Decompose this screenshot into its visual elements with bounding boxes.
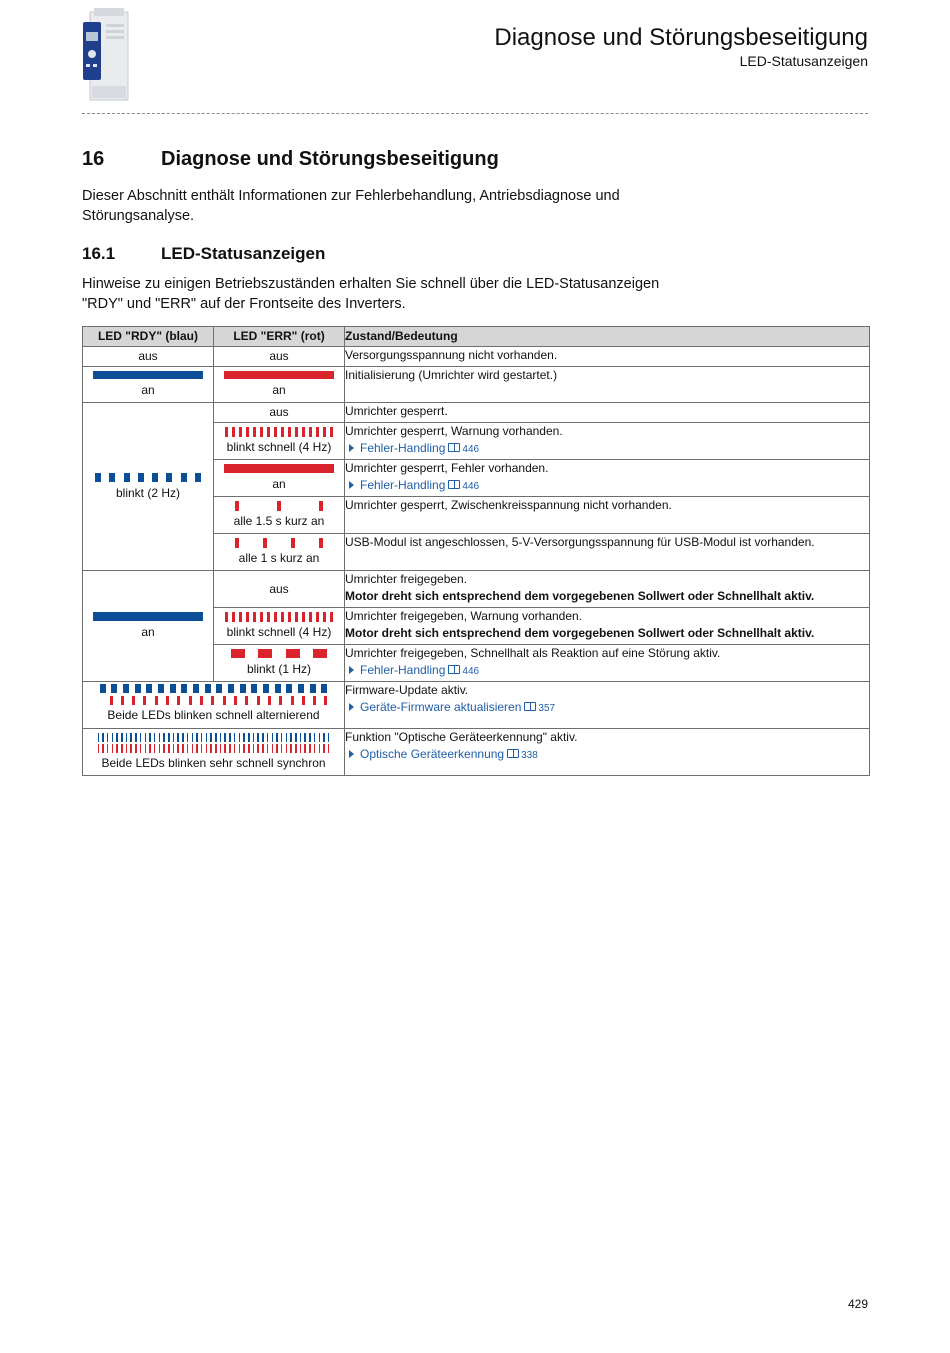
fehler-handling-link[interactable] [345, 663, 479, 677]
err-cell [214, 367, 345, 403]
err-label: alle 1 s kurz an [238, 551, 320, 565]
rdy-cell [83, 367, 214, 403]
err-led-alternating-indicator [100, 696, 328, 705]
err-label: blinkt schnell (4 Hz) [226, 440, 332, 454]
arrow-right-icon [349, 703, 354, 711]
err-label: aus [269, 581, 289, 596]
link-text: Geräte-Firmware aktualisieren [360, 699, 522, 714]
err-led-synchron-indicator [98, 744, 330, 753]
err-led-on-indicator [224, 371, 334, 379]
err-label: an [272, 383, 286, 397]
meaning-cell [345, 534, 870, 571]
header-title: Diagnose und Störungsbeseitigung [494, 24, 868, 51]
table-row [83, 403, 870, 423]
meaning-text: Umrichter freigegeben, Warnung vorhanden. [345, 609, 583, 623]
meaning-text: Firmware-Update aktiv. [345, 683, 469, 697]
header-err: LED "ERR" (rot) [214, 327, 345, 347]
meaning-text: USB-Modul ist angeschlossen, 5-V-Versorgungsspannung für USB-Modul ist vorhanden. [345, 535, 815, 549]
rdy-cell [83, 347, 214, 367]
meaning-cell [345, 497, 870, 534]
page-ref: 357 [538, 702, 556, 714]
meaning-cell [345, 645, 870, 682]
err-cell [214, 645, 345, 682]
meaning-text: Umrichter freigegeben. [345, 572, 468, 586]
err-cell [214, 571, 345, 608]
table-row [83, 682, 870, 729]
err-cell [214, 534, 345, 571]
led-status-table [82, 326, 870, 776]
err-cell [214, 460, 345, 497]
rdy-led-alternating-indicator [100, 684, 328, 693]
rdy-label: blinkt (2 Hz) [115, 485, 180, 500]
meaning-bold-text: Motor dreht sich entsprechend dem vorgegebenen Sollwert oder Schnellhalt aktiv. [345, 625, 815, 640]
both-led-cell [83, 682, 345, 729]
page-number: 429 [847, 1297, 868, 1311]
err-label: alle 1.5 s kurz an [233, 514, 325, 528]
meaning-cell [345, 347, 870, 367]
section-heading [82, 148, 499, 171]
err-label: aus [269, 405, 289, 419]
table-row [83, 729, 870, 776]
table-header-row [83, 327, 870, 347]
both-led-label: Beide LEDs blinken sehr schnell synchron [101, 756, 326, 770]
page-ref: 446 [462, 480, 480, 492]
link-text: Optische Geräteerkennung [360, 746, 505, 761]
both-led-label: Beide LEDs blinken schnell alternierend [107, 708, 320, 722]
book-icon [507, 749, 519, 758]
link-text: Fehler-Handling [360, 440, 446, 455]
both-led-cell [83, 729, 345, 776]
meaning-cell [345, 608, 870, 645]
meaning-cell [345, 729, 870, 776]
firmware-update-link[interactable] [345, 700, 555, 714]
err-led-blink-1hz-indicator [231, 649, 327, 658]
subsection-heading [82, 244, 325, 264]
header-rdy: LED "RDY" (blau) [83, 327, 214, 347]
book-icon [448, 480, 460, 489]
meaning-text: Initialisierung (Umrichter wird gestartet.) [345, 368, 558, 382]
subsection-title: LED-Statusanzeigen [161, 244, 326, 263]
meaning-cell [345, 423, 870, 460]
meaning-cell [345, 403, 870, 423]
arrow-right-icon [349, 444, 354, 452]
table-row [83, 347, 870, 367]
err-label: blinkt schnell (4 Hz) [226, 625, 332, 639]
err-led-on-indicator [224, 464, 334, 473]
header-subtitle: LED-Statusanzeigen [739, 53, 868, 69]
err-cell [214, 608, 345, 645]
link-text: Fehler-Handling [360, 477, 446, 492]
meaning-text: Umrichter gesperrt, Fehler vorhanden. [345, 461, 549, 475]
link-text: Fehler-Handling [360, 662, 446, 677]
err-cell [214, 497, 345, 534]
err-led-blink-4hz-indicator [225, 612, 333, 622]
err-cell [214, 347, 345, 367]
table-row [83, 571, 870, 608]
err-led-blink-4hz-indicator [225, 427, 333, 437]
fehler-handling-link[interactable] [345, 478, 479, 492]
header-divider [82, 113, 868, 114]
subsection-intro: Hinweise zu einigen Betriebszuständen erhalten Sie schnell über die LED-Statusanzeigen "RDY" und "ERR" auf der Frontseite des Inverters. [82, 276, 660, 312]
meaning-cell [345, 367, 870, 403]
meaning-cell [345, 571, 870, 608]
err-label: blinkt (1 Hz) [246, 662, 311, 676]
rdy-led-on-indicator [93, 612, 203, 621]
arrow-right-icon [349, 666, 354, 674]
meaning-cell [345, 682, 870, 729]
page-ref: 338 [521, 749, 538, 761]
book-icon [448, 665, 460, 674]
arrow-right-icon [349, 750, 354, 758]
section-title: Diagnose und Störungsbeseitigung [161, 148, 499, 170]
rdy-cell [83, 571, 214, 682]
err-label: aus [269, 349, 289, 363]
err-led-pulse-1-5s-indicator [235, 501, 323, 511]
err-cell [214, 423, 345, 460]
err-led-pulse-1s-indicator [235, 538, 323, 548]
meaning-text: Umrichter gesperrt. [345, 404, 448, 418]
book-icon [524, 702, 536, 711]
meaning-bold-text: Motor dreht sich entsprechend dem vorgegebenen Sollwert oder Schnellhalt aktiv. [345, 588, 815, 603]
rdy-led-synchron-indicator [98, 733, 330, 742]
rdy-cell [83, 403, 214, 571]
meaning-text: Umrichter gesperrt, Warnung vorhanden. [345, 424, 563, 438]
fehler-handling-link[interactable] [345, 441, 479, 455]
page-ref: 446 [462, 443, 480, 455]
book-icon [448, 443, 460, 452]
rdy-label: an [141, 625, 155, 639]
err-label: an [272, 477, 286, 491]
rdy-label: an [141, 383, 155, 397]
meaning-text: Funktion "Optische Geräteerkennung" aktiv. [345, 730, 578, 744]
subsection-number: 16.1 [82, 244, 116, 263]
err-cell [214, 403, 345, 423]
meaning-cell [345, 460, 870, 497]
table-row [83, 367, 870, 403]
optische-geraeteerkennung-link[interactable] [345, 747, 538, 761]
header-zustand: Zustand/Bedeutung [345, 327, 870, 347]
inverter-device-image [82, 8, 132, 104]
section-number: 16 [82, 148, 105, 170]
meaning-text: Umrichter freigegeben, Schnellhalt als Reaktion auf eine Störung aktiv. [345, 646, 721, 660]
rdy-led-blink-2hz-indicator [95, 473, 201, 482]
page-ref: 446 [462, 665, 480, 677]
meaning-text: Versorgungsspannung nicht vorhanden. [345, 348, 558, 362]
section-intro: Dieser Abschnitt enthält Informationen zur Fehlerbehandlung, Antriebsdiagnose und Störungsanalyse. [82, 188, 620, 224]
arrow-right-icon [349, 481, 354, 489]
rdy-led-on-indicator [93, 371, 203, 379]
meaning-text: Umrichter gesperrt, Zwischenkreisspannung nicht vorhanden. [345, 498, 672, 512]
rdy-label: aus [138, 349, 158, 363]
